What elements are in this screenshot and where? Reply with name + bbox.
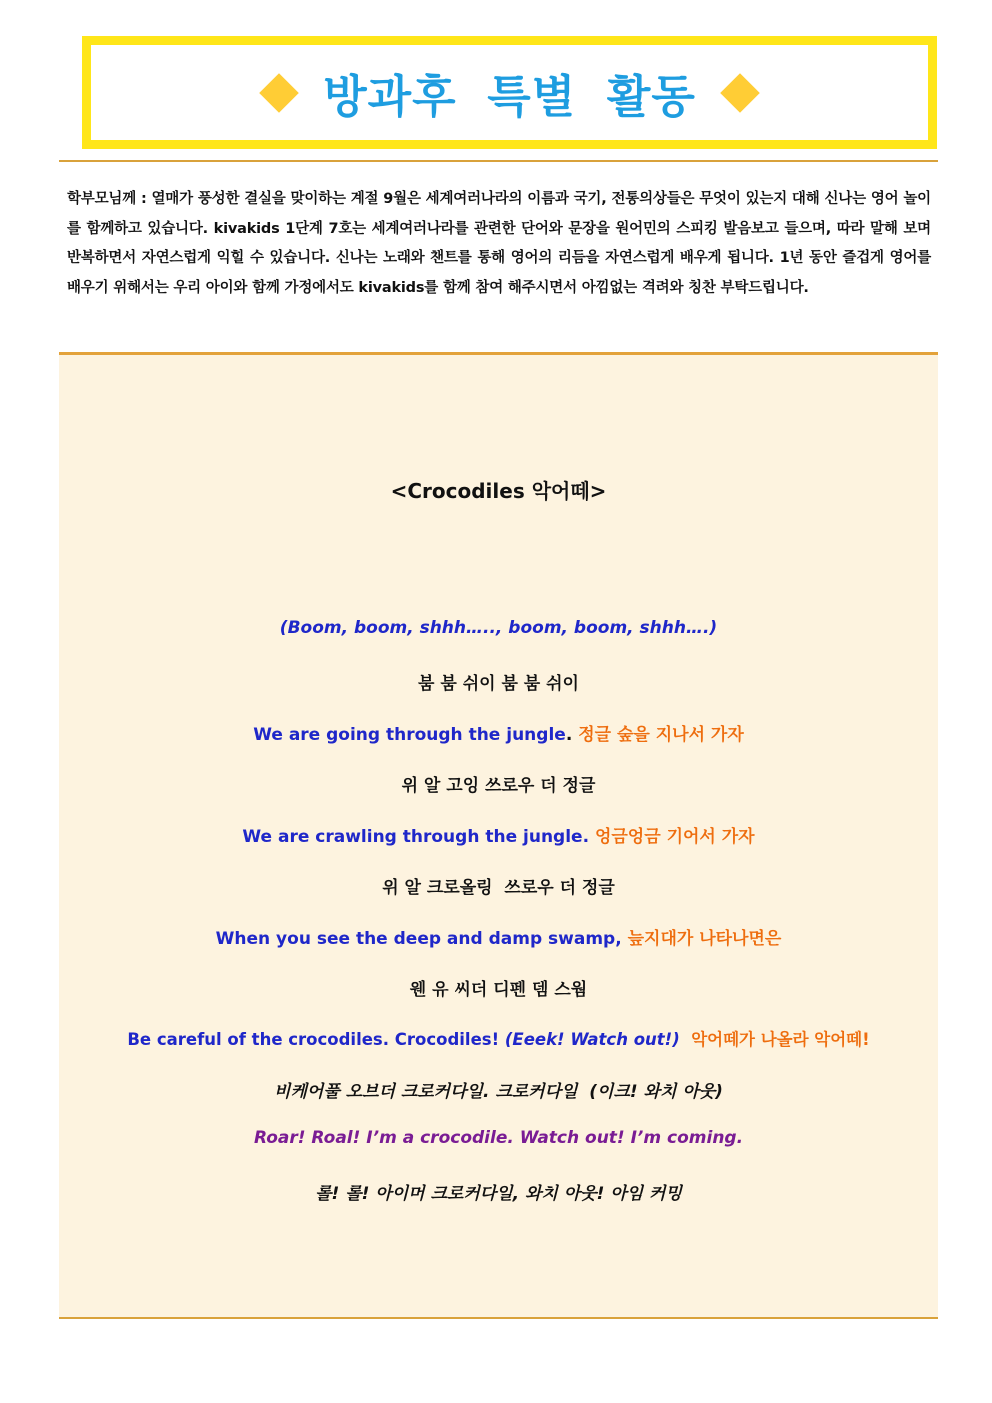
lyric-korean: 늪지대가 나타나면은 [621, 929, 782, 949]
lyric-line-2 [59, 669, 938, 720]
lyric-line-11 [59, 1128, 938, 1179]
divider-top [59, 160, 938, 162]
lyric-korean: 엉금엉금 기어서 가자 [589, 827, 755, 847]
lyric-english-italic: (Eeek! Watch out!) [499, 1030, 680, 1049]
lyric-line-7 [59, 924, 938, 975]
song-panel [59, 352, 938, 1319]
lyric-punct: . [565, 725, 579, 745]
lyric-english: We are crawling through the jungle. [242, 827, 590, 847]
lyric-pronunciation: 붐 붐 쉬이 붐 붐 쉬이 [418, 674, 579, 694]
lyric-line-8 [59, 975, 938, 1026]
lyric-pronunciation: 비케어풀 오브더 크로커다일. 크로커다일 (이크! 와치 아웃) [274, 1082, 723, 1102]
diamond-right-icon [720, 73, 760, 113]
lyrics [59, 618, 938, 1230]
lyric-english: When you see the deep and damp swamp, [215, 929, 622, 949]
lyric-line-12 [59, 1179, 938, 1230]
lyric-english: Be careful of the crocodiles. Crocodiles! [127, 1030, 500, 1049]
diamond-left-icon [259, 73, 299, 113]
lyric-line-5 [59, 822, 938, 873]
lyric-korean: 악어떼가 나올라 악어떼! [679, 1030, 870, 1049]
title-banner [82, 36, 937, 149]
lyric-line-9 [59, 1026, 938, 1077]
lyric-english: (Boom, boom, shhh….., boom, boom, shhh….) [279, 618, 718, 638]
lyric-pronunciation: 롤! 롤! 아이머 크로커다일, 와치 아웃! 아임 커밍 [315, 1184, 682, 1204]
lyric-line-4 [59, 771, 938, 822]
title-inner [253, 60, 766, 125]
lyric-line-10 [59, 1077, 938, 1128]
lyric-line-3 [59, 720, 938, 771]
lyric-pronunciation: 위 알 고잉 쓰로우 더 정글 [401, 776, 596, 796]
parent-notice: 학부모님께 : 열매가 풍성한 결실을 맞이하는 계절 9월은 세계여러나라의 이름과 국기, 전통의상들은 무엇이 있는지 대해 신나는 영어 놀이를 함께하고 있습니다. kivakids 1단계 7호는 세계여러나라를 관련한 단어와 문장을 원어민의 스피킹 발음보고 들으며, 따라 말해 보며 반복하면서 자연스럽게 익힐 수 있습니다. 신나는 노래와 챈트를 통해 영어의 리듬을 자연스럽게 배우게 됩니다. 1년 동안 즐겁게 영어를 배우기 위해서는 우리 아이와 함께 가정에서도 kivakids를 함께 참여 해주시면서 아낌없는 격려와 칭찬 부탁드립니다. [67, 191, 931, 296]
lyric-korean: 정글 숲을 지나서 가자 [578, 725, 744, 745]
lyric-line-6 [59, 873, 938, 924]
lyric-line-1 [59, 618, 938, 669]
lyric-english: Roar! Roal! I’m a crocodile. Watch out! I’m coming. [253, 1128, 744, 1148]
lyric-english: We are going through the jungle [253, 725, 566, 745]
lyric-pronunciation: 위 알 크로올링 쓰로우 더 정글 [382, 878, 615, 898]
song-title: <Crocodiles 악어떼> [390, 479, 607, 503]
lyric-pronunciation: 웬 유 씨더 디펜 뎀 스웜 [409, 980, 588, 1000]
page-title: 방과후 특별 활동 [323, 70, 696, 123]
